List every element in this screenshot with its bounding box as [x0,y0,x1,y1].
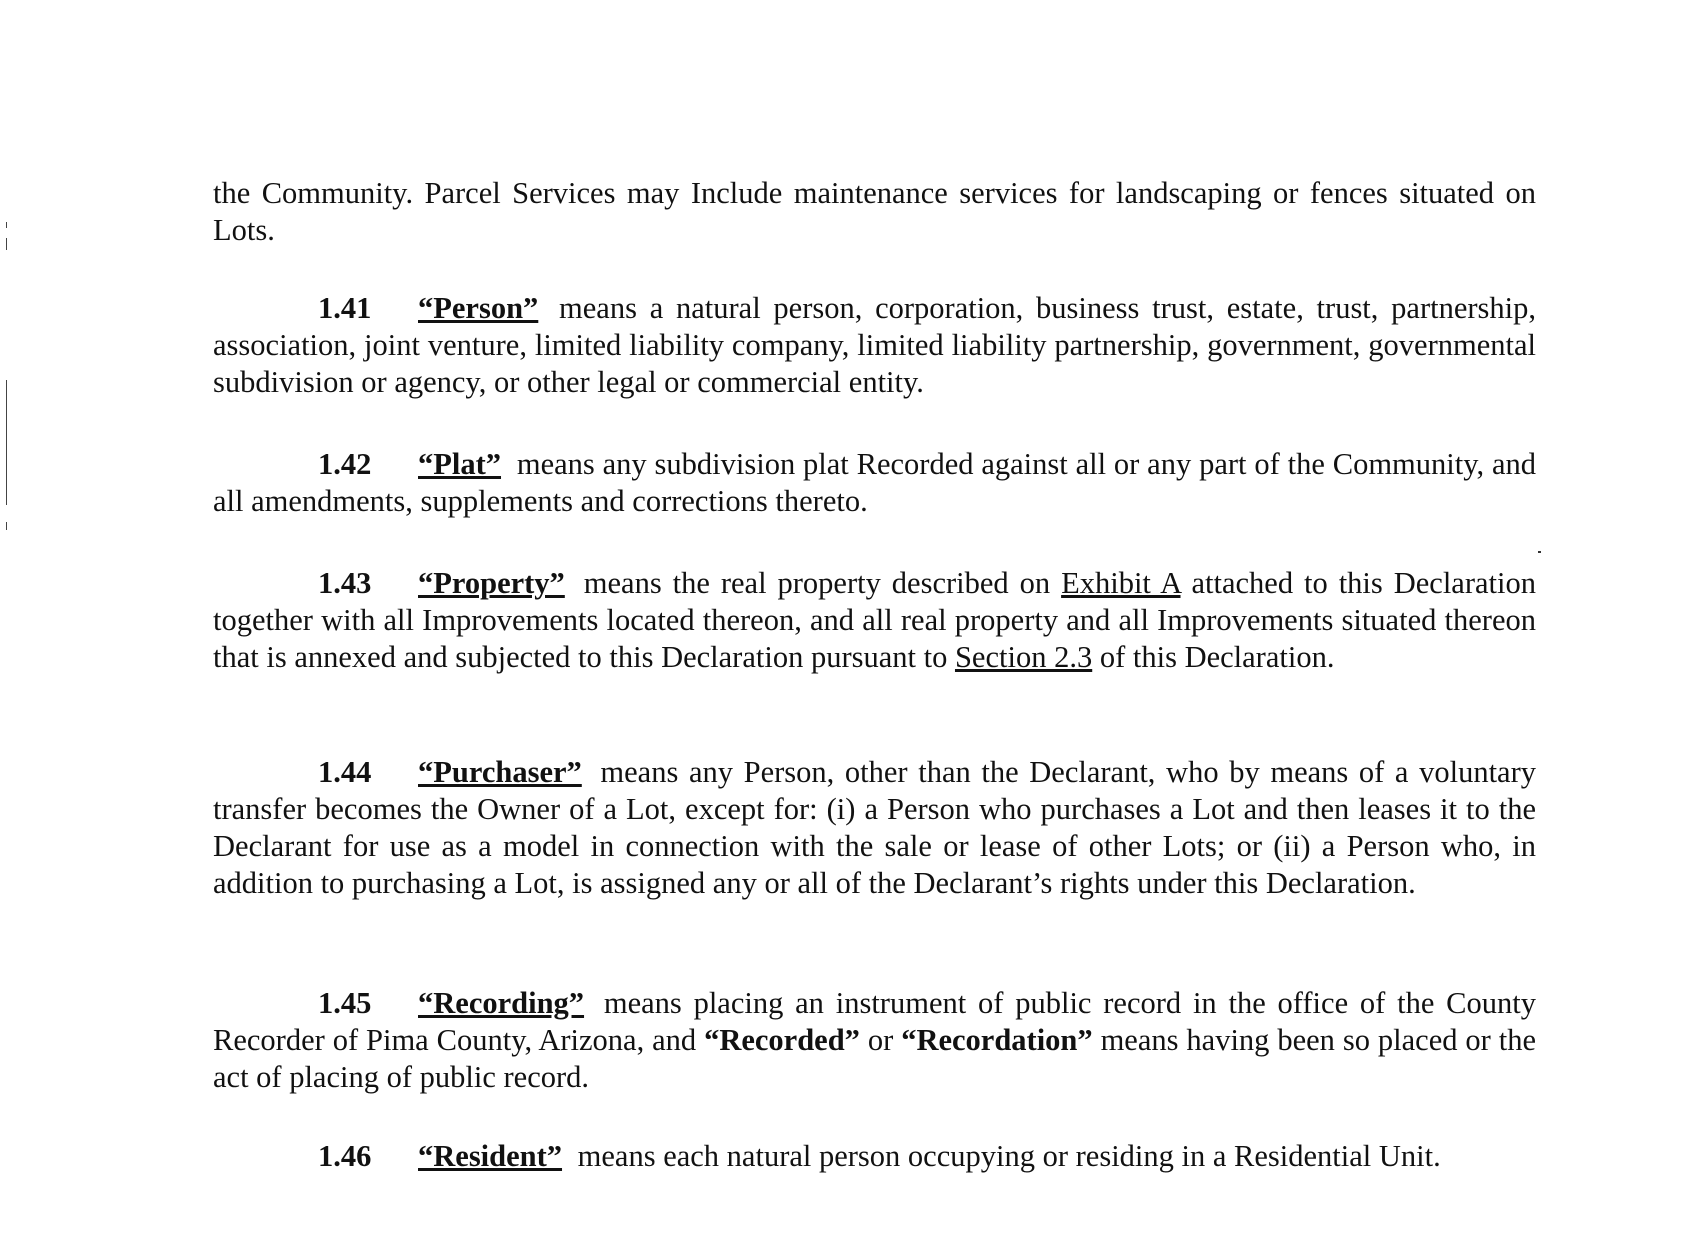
definition-text: means each natural person occupying or residing in a Residential Unit. [570,1139,1441,1173]
bold-term: “Recordation” [901,1023,1093,1057]
defined-term: “Person” [418,291,539,325]
margin-mark [6,238,7,250]
exhibit-reference: Exhibit A [1061,566,1181,600]
section-number: 1.43 [318,566,372,600]
definition-1-41 [213,290,1536,401]
defined-term: “Property” [418,566,565,600]
margin-mark [6,522,7,530]
section-number: 1.44 [318,755,372,789]
section-number: 1.42 [318,447,372,481]
definition-text: of this Declaration. [1092,640,1335,674]
definition-text: attached to this Declaration together with all Improvements located thereon, and all real property and all Improvements situated thereon that is annexed and subjected to this Declaration pursuant to [213,566,1536,674]
definition-text: or [859,1023,902,1057]
definition-1-46 [213,1138,1536,1175]
definition-text: means any subdivision plat Recorded against all or any part of the Community, and all amendments, supplements and corrections thereto. [213,447,1536,518]
definition-1-42 [213,446,1536,520]
scan-speck [1538,551,1541,553]
definition-1-43 [213,565,1536,676]
section-number: 1.41 [318,291,372,325]
definition-text: means having been so placed or the act of placing of public record. [213,1023,1536,1094]
intro-text: the Community. Parcel Services may Include maintenance services for landscaping or fences situated on Lots. [213,176,1536,247]
margin-mark [6,222,7,228]
definition-text: means a natural person, corporation, business trust, estate, trust, partnership, association, joint venture, limited liability company, limited liability partnership, government, governmental subdivision or agency, or other legal or commercial entity. [213,291,1536,399]
section-number: 1.45 [318,986,372,1020]
definition-text: means the real property described on [572,566,1062,600]
defined-term: “Plat” [418,447,502,481]
definition-1-44 [213,754,1536,902]
section-number: 1.46 [318,1139,372,1173]
definition-text: means placing an instrument of public record in the office of the County Recorder of Pima County, Arizona, and [213,986,1536,1057]
margin-mark [6,380,7,505]
bold-term: “Recorded” [704,1023,860,1057]
definition-text: means any Person, other than the Declarant, who by means of a voluntary transfer becomes the Owner of a Lot, except for: (i) a Person who purchases a Lot and then leases it to the Declarant for use as a model in connection with the sale or lease of other Lots; or (ii) a Person who, in addition to purchasing a Lot, is assigned any or all of the Declarant’s rights under this Declaration. [213,755,1536,900]
defined-term: “Resident” [418,1139,563,1173]
defined-term: “Purchaser” [418,755,582,789]
intro-paragraph [213,175,1536,249]
defined-term: “Recording” [418,986,585,1020]
definition-1-45 [213,985,1536,1096]
section-reference: Section 2.3 [954,640,1093,674]
